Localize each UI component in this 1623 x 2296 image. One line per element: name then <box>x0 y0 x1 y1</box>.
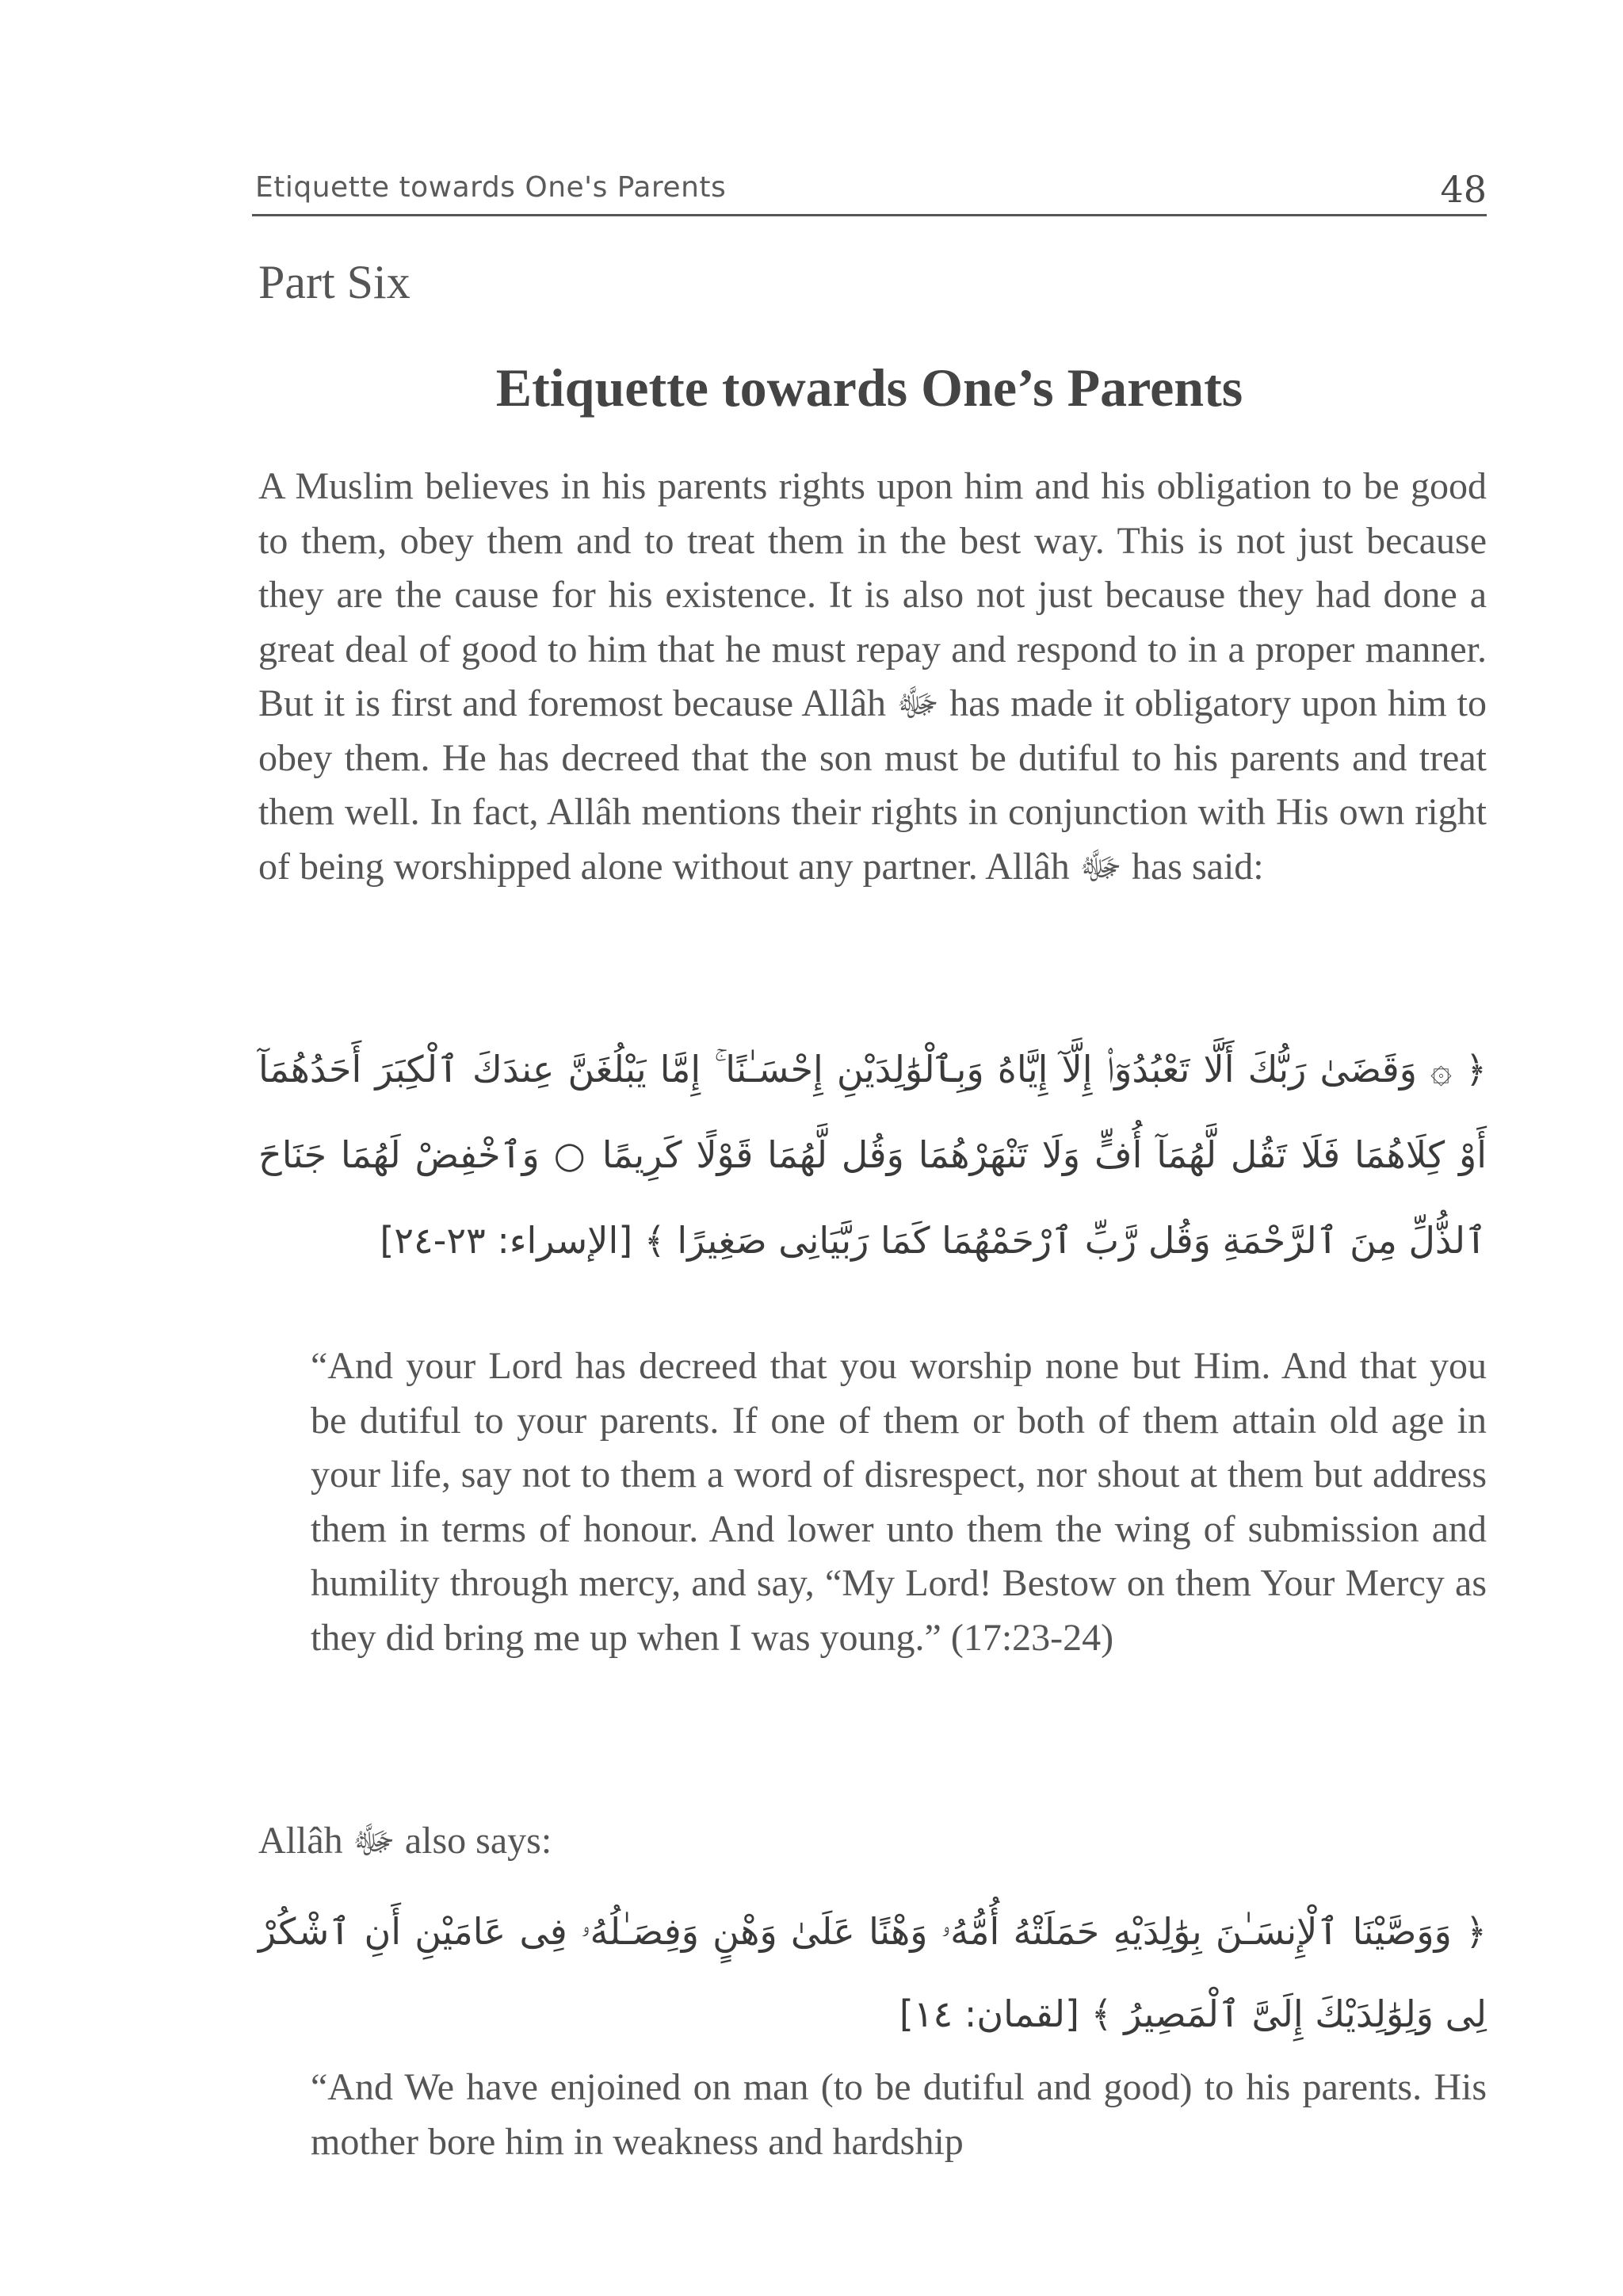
part-label: Part Six <box>258 256 411 308</box>
running-title: Etiquette towards One's Parents <box>255 171 727 204</box>
running-header <box>252 165 1487 216</box>
also-says-line: Allâh ﷻ also says: <box>258 1820 552 1862</box>
page-number: 48 <box>1440 168 1487 211</box>
quran-verse-arabic-isra: ﴿ ۞ وَقَضَىٰ رَبُّكَ أَلَّا تَعْبُدُوٓا۟ إِلَّآ إِيَّاهُ وَبِٱلْوَٰلِدَيْنِ إِحْسَـٰنًا ۚ إِمَّا يَبْلُغَنَّ عِندَكَ ٱلْكِبَرَ أَحَدُهُمَآ أَوْ كِلَاهُمَا فَلَا تَقُل لَّهُمَآ أُفٍّ وَلَا تَنْهَرْهُمَا وَقُل لَّهُمَا قَوْلًا كَرِيمًا ○ وَٱخْفِضْ لَهُمَا جَنَاحَ ٱلذُّلِّ مِنَ ٱلرَّحْمَةِ وَقُل رَّبِّ ٱرْحَمْهُمَا كَمَا رَبَّيَانِى صَغِيرًا ﴾ [الإسراء: ٢٣-٢٤] <box>258 1048 1487 1262</box>
verse-translation-luqman: “And We have enjoined on man (to be dutiful and good) to his parents. His mother bore him in weakness and hardship <box>311 2066 1487 2163</box>
quran-verse-arabic-luqman: ﴿ وَوَصَّيْنَا ٱلْإِنسَـٰنَ بِوَٰلِدَيْهِ حَمَلَتْهُ أُمُّهُۥ وَهْنًا عَلَىٰ وَهْنٍ وَفِصَـٰلُهُۥ فِى عَامَيْنِ أَنِ ٱشْكُرْ لِى وَلِوَٰلِدَيْكَ إِلَىَّ ٱلْمَصِيرُ ﴾ [لقمان: ١٤] <box>258 1910 1487 2035</box>
chapter-title: Etiquette towards One’s Parents <box>495 357 1243 418</box>
intro-paragraph: A Muslim believes in his parents rights upon him and his obligation to be good to them, obey them and to treat them in the best way. This is not just because they are the cause for his existence. It is also not just because they had done a great deal of good to him that he must repay and respond to in a proper manner. But it is first and foremost because Allâh ﷻ has made it obligatory upon him to obey them. He has decreed that the son must be dutiful to his parents and treat them well. In fact, Allâh mentions their rights in conjunction with His own right of being worshipped alone without any partner. Allâh ﷻ has said: <box>258 465 1487 888</box>
verse-translation-isra: “And your Lord has decreed that you worship none but Him. And that you be dutiful to your parents. If one of them or both of them attain old age in your life, say not to them a word of disrespect, nor shout at them but address them in terms of honour. And lower unto them the wing of submission and humility through mercy, and say, “My Lord! Bestow on them Your Mercy as they did bring me up when I was young.” (17:23-24) <box>311 1345 1487 1659</box>
